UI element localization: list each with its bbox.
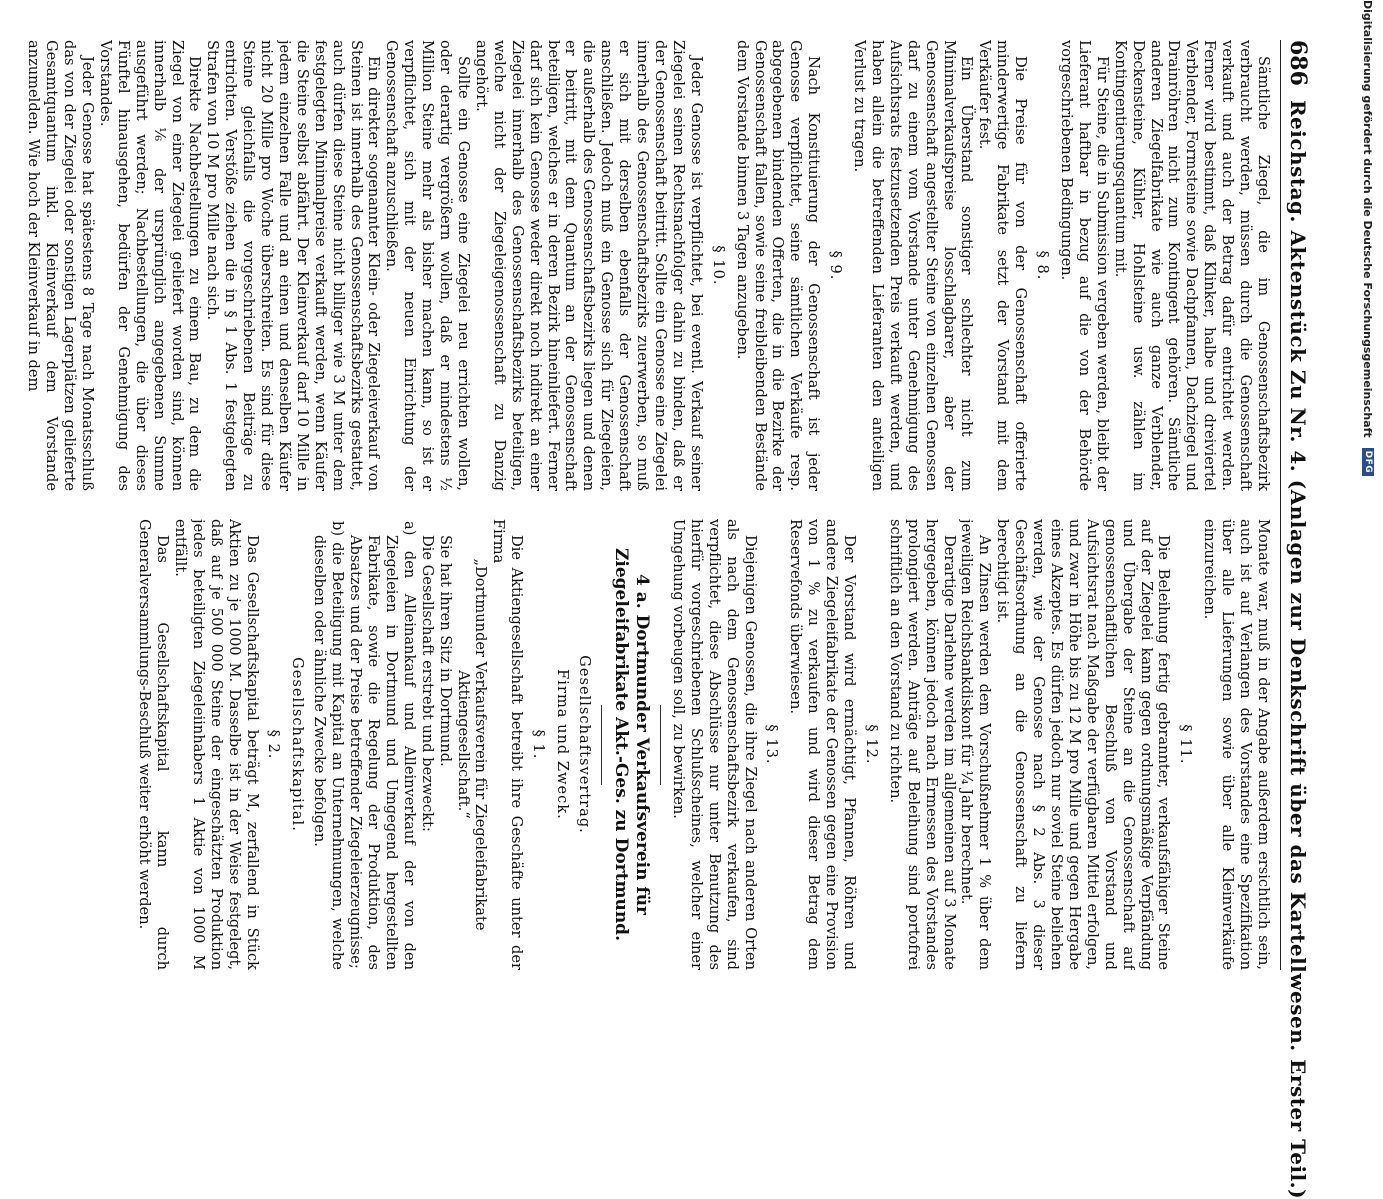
paragraph: Direkte Nachbestellungen zu einem Bau, zu dem die Ziegel von einer Ziegelei geliefert worden sind, können innerhalb ⅙ der ursprünglich angegebenen Summe ausgeführt werden; Nachbestellungen, die über dieses Fünftel hinausgehen, bedürfen der Genehmigung des Vorstandes. — [96, 40, 204, 491]
paragraph: Diejenigen Genossen, die ihre Ziegel nach anderen Orten als nach dem Genossenschaftsbezirk verkaufen, sind verpflichtet, diese Abschlüsse nur unter Benutzung des hierfür vorgeschriebenen Schlußscheines, welcher einer Umgehung vorbeugen soll, zu bewirken. — [669, 519, 759, 970]
digitization-credit — [1358, 0, 1378, 1000]
page-header — [1280, 40, 1311, 1199]
section-number: § 8. — [1034, 250, 1052, 281]
page-title: Reichstag. Aktenstück Zu Nr. 4. (Anlagen zur Denkschrift über das Kartellwesen. Erster Teil.) — [1286, 99, 1310, 1199]
list-item: a) den Alleinankauf und Alleinverkauf der von den Ziegeleien in Dortmund und Umgegend hergestellten Fabrikate, sowie die Regelung der Produktion, des Absatzes und der Preise betreffender Ziegeleierzeugnisse; — [347, 521, 418, 970]
section-number: § 9. — [827, 250, 845, 281]
dfg-logo: DFG — [1362, 448, 1374, 477]
section-number: § 13. — [763, 724, 781, 765]
column-left — [22, 40, 1272, 491]
paragraph: Derartige Darlehne werden im allgemeinen auf 3 Monate hergegeben, können jedoch nach Ermessen des Vorstandes prolongiert werden. Anträge auf Beleihung sind portofrei schriftlich an den Vorstand zu richten. — [886, 519, 958, 970]
paragraph: Jeder Genosse ist verpflichtet, bei eventl. Verkauf seiner Ziegelei seinen Rechtsnachfolger dahin zu binden, daß er der Genossenschaft beitritt. Sollte ein Genosse eine Ziegelei innerhalb des Genossenschaftsbezirks zuerwerben, so muß er sich mit derselben ebenfalls der Genossenschaft anschließen. Jedoch muß ein Genosse sich für Ziegeleien, die außerhalb des Genossenschaftsbezirks liegen und denen er beitritt, mit dem Quantum an der Genossenschaft beteiligen, welches er in deren Bezirk hineinliefert. Ferner darf sich kein Genosse weder direkt noch indirekt an einer Ziegelei innerhalb des Genossenschaftsbezirks beteiligen, welche nicht der Ziegeleigenossenschaft zu Danzig angehört. — [472, 40, 705, 491]
paragraph: Monate war, muß in der Angabe außerdem ersichtlich sein, auch ist auf Verlangen des Vorstandes eine Spezifikation über alle Lieferungen sowie über alle Kleinverkäufe einzureichen. — [1201, 519, 1272, 970]
paragraph: Für Steine, die in Submission vergeben werden, bleibt der Lieferant haftbar in bezug auf die von der Behörde vorgeschriebenen Bedingungen. — [1058, 40, 1111, 491]
divider — [601, 705, 602, 785]
subheading: Gesellschaftsvertrag. — [576, 655, 593, 834]
paragraph: Der Vorstand wird ermächtigt, Pfannen, Röhren und andere Ziegeleifabrikate der Genossen gegen eine Provision von 1 % zu verkaufen und wird dieser Betrag dem Reservefonds überwiesen. — [787, 519, 859, 970]
paragraph: Sie hat ihren Sitz in Dortmund. — [436, 535, 454, 767]
heading-4a: 4 a. Dortmunder Verkaufsverein für Ziegeleifabrikate Akt.-Ges. zu Dortmund. — [611, 547, 652, 941]
paragraph: Das Gesellschaftskapital beträgt M, zerfallend in Stück Aktien zu je 1000 M. Dasselbe ist in der Weise festgelegt, daß auf je 500 000 Steine der eingeschätzten Produktion jedes beteiligten Ziegeleiinhabers 1 Aktie von 1000 M entfällt. — [171, 519, 261, 970]
section-number: § 12. — [862, 724, 880, 765]
firm-name: „Dortmunder Verkaufsverein für Ziegeleifabrikate Aktiengesellschaft.“ — [454, 558, 490, 931]
page-number: 686 — [1285, 40, 1311, 86]
paragraph: Nach Konstituierung der Genossenschaft ist jeder Genosse verpflichtet, seine sämtlichen Verkäufe resp. abgegebenen bindenden Offerten, die in die Bezirke der Genossenschaft fallen, sowie seine freibleibenden Bestände dem Vorstande binnen 3 Tagen anzugeben. — [733, 40, 823, 491]
paragraph: Sämtliche Ziegel, die im Genossenschaftsbezirk verbraucht werden, müssen durch die Genossenschaft verkauft und auch der Betrag dafür entrichtet werden. Ferner wird bestimmt, daß Klinker, halbe und dreiviertel Verblender, Formsteine sowie Dachpfannen, Dachziegel und Drainröhren nicht zum Kontingent gehören. Sämtliche anderen Ziegelfabrikate wie auch ganze Verblender, Deckensteine, Kühler, Hohlsteine usw. zählen im Kontingentierungsquantum mit. — [1111, 40, 1272, 491]
paragraph: Ein Überstand sonstiger schlechter nicht zum Minimalverkaufspreise losschlagbarer, aber der Genossenschaft angestellter Steine von einzelnen Genossen darf zu einem vom Vorstande unter Genehmigung des Aufsichtsrats festzusetzenden Preis verkauft werden, und haben allein die betreffenden Lieferanten den anteiligen Verlust zu tragen. — [851, 40, 976, 491]
paragraph: Die Aktiengesellschaft betreibt ihre Geschäfte unter der Firma — [490, 519, 526, 970]
paragraph: Jeder Genosse hat spätestens 8 Tage nach Monatsschluß das von der Ziegelei oder sonstigen Lagerplätzen gelieferte Gesamtquantum inkl. Kleinverkauf dem Vorstande anzumelden. Wie hoch der Kleinverkauf in dem — [25, 40, 96, 491]
paragraph: An Zinsen werden dem Vorschußnehmer 1 % über dem jeweiligen Reichsbankdiskont für ¼ Jahr berechnet. — [958, 519, 994, 970]
subheading: Gesellschaftskapital. — [289, 657, 307, 832]
section-number: § 2. — [265, 729, 283, 760]
divider — [660, 705, 661, 785]
list-item: b) die Beteiligung mit Kapital an Unternehmungen, welche dieselben oder ähnliche Zwecke befolgen. — [311, 521, 347, 970]
section-number: § 1. — [530, 729, 548, 760]
paragraph: Ein direkter sogenannter Klein- oder Ziegeleiverkauf von Steinen ist innerhalb des Genossenschaftsbezirks gestattet, auch dürfen diese Steine nicht billiger wie 3 M unter dem festgelegten Minimalpreise verkauft werden, wenn Käufer die Steine selbst abfährt. Der Kleinverkauf darf 10 Mille in jedem einzelnen Falle und an einen und denselben Käufer nicht 20 Mille pro Woche überschreiten. Es sind für diese Steine gleichfalls die vorgeschriebenen Beiträge zu entrichten. Verstöße ziehen die in § 1 Abs. 1 festgelegten Strafen von 10 M pro Mille nach sich. — [204, 40, 383, 491]
subheading: Firma und Zweck. — [554, 669, 572, 820]
column-right — [22, 519, 1272, 970]
section-number: § 10. — [709, 245, 727, 286]
paragraph: Die Preise für von der Genossenschaft offerierte minderwertige Fabrikate setzt der Vorstand mit dem Verkäufer fest. — [976, 40, 1030, 491]
credit-text: Digitalisierung gefördert durch die Deutsche Forschungsgemeinschaft — [1361, 0, 1375, 438]
paragraph: Sollte ein Genosse eine Ziegelei neu errichten wollen, oder derartig vergrößern wollen, daß er mindestens ½ Million Steine mehr als bisher machen kann, so ist er verpflichtet, sich mit der neuen Einrichtung der Genossenschaft anzuschließen. — [383, 40, 473, 491]
paragraph: Die Beleihung fertig gebrannter, verkaufsfähiger Steine auf der Ziegelei kann gegen ordnungsmäßige Verpfändung und Übergabe der Steine an die Genossenschaft auf genossenschaftlichen Beschluß von Vorstand und Aufsichtsrat nach Maßgabe der verfügbaren Mittel erfolgen, und zwar in Höhe bis zu 12 M pro Mille und gegen Hergabe eines Akzeptes. Es dürfen jedoch nur soviel Steine beliehen werden, wie der Genosse nach § 2 Abs. 3 dieser Geschäftsordnung an die Genossenschaft zu liefern berechtigt ist. — [994, 519, 1173, 970]
paragraph: Die Gesellschaft erstrebt und bezweckt: — [418, 535, 436, 832]
paragraph: Das Gesellschaftskapital kann durch Generalversammlungs-Beschluß weiter erhöht werden. — [136, 519, 172, 970]
section-number: § 11. — [1177, 724, 1195, 765]
